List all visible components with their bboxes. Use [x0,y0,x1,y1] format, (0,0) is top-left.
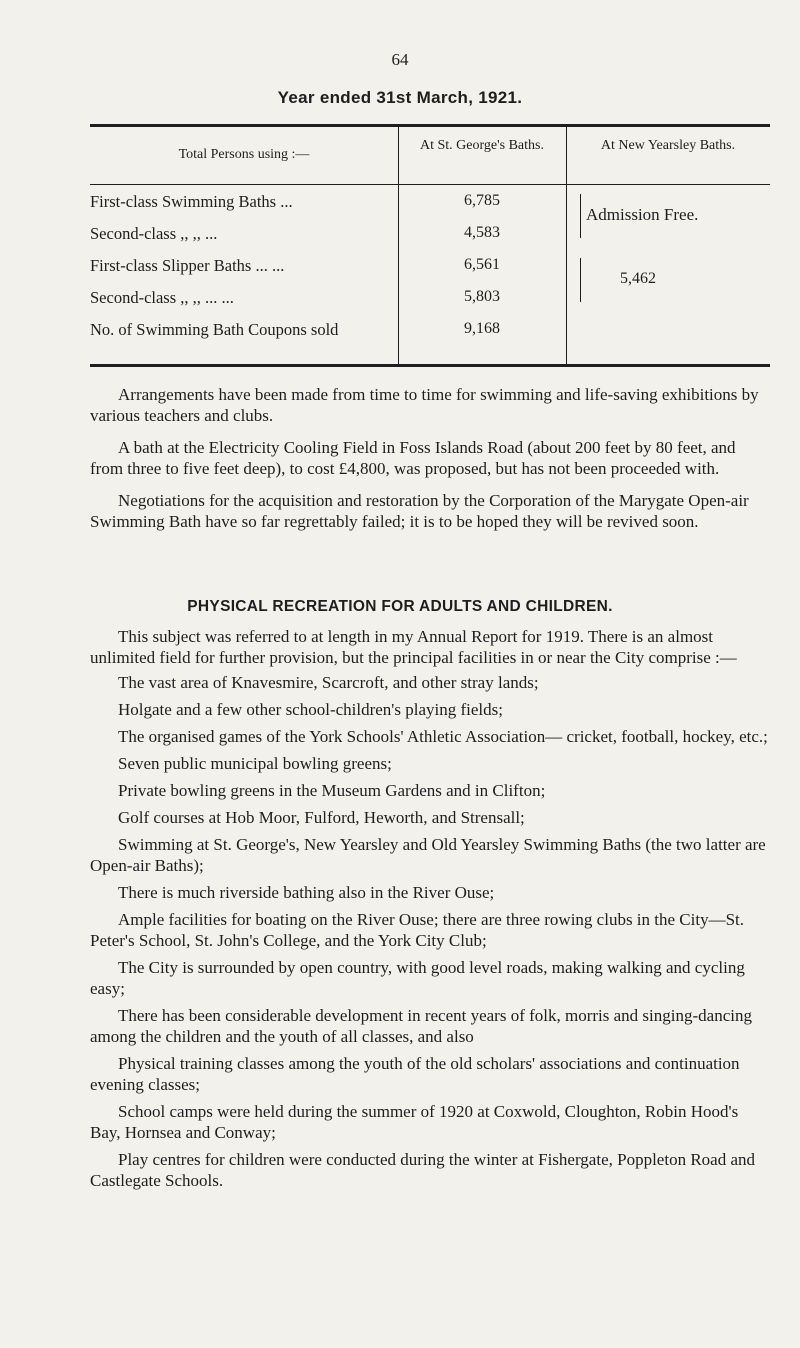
row-value: 6,785 [464,192,500,209]
row-value: 5,803 [464,288,500,305]
facilities-block [90,626,770,1191]
row-label: Second-class ,, ,, ... ... [90,288,234,307]
admission-free-note: Admission Free. [586,205,699,224]
header-new-yearsley: At New Yearsley Baths. [600,138,736,153]
facility-item: The City is surrounded by open country, with good level roads, making walking and cycling easy; [90,958,745,998]
facility-item: Physical training classes among the youth of the old scholars' associations and continuation evening classes; [90,1054,740,1094]
facility-item: Private bowling greens in the Museum Gardens and in Clifton; [118,781,546,800]
row-value: 6,561 [464,256,500,273]
facility-item: The vast area of Knavesmire, Scarcroft, and other stray lands; [118,673,539,692]
paragraph: Arrangements have been made from time to time for swimming and life-saving exhibitions by various teachers and clubs. [90,385,759,425]
brace-mark [580,194,581,238]
facility-item: Ample facilities for boating on the River Ouse; there are three rowing clubs in the City—St. Peter's School, St. John's College, and the York City Club; [90,910,745,950]
brace-mark [580,258,581,302]
table-title: Year ended 31st March, 1921. [277,88,523,107]
text-block [90,384,770,532]
facility-item: Golf courses at Hob Moor, Fulford, Heworth, and Strensall; [118,808,525,827]
new-yearsley-total: 5,462 [620,270,656,287]
header-total-persons: Total Persons using :— [178,147,310,162]
page-number: 64 [391,50,409,69]
facility-item: School camps were held during the summer of 1920 at Coxwold, Cloughton, Robin Hood's Bay, Hornsea and Conway; [90,1102,739,1142]
row-label: Second-class ,, ,, ... [90,224,218,243]
facility-item: Holgate and a few other school-children's playing fields; [118,700,503,719]
row-value: 4,583 [464,224,500,241]
facility-item: There has been considerable development in recent years of folk, morris and singing-dancing among the children and the youth of all classes, and also [90,1006,752,1046]
paragraph: Negotiations for the acquisition and restoration by the Corporation of the Marygate Open-air Swimming Bath have so far regrettably failed; it is to be hoped they will be revived soon. [90,491,749,531]
row-value: 9,168 [464,320,500,337]
paragraph: A bath at the Electricity Cooling Field in Foss Islands Road (about 200 feet by 80 feet, and from three to five feet deep), to cost £4,800, was proposed, but has not been proceeded with. [90,438,736,478]
row-label: No. of Swimming Bath Coupons sold [90,320,339,339]
section-intro: This subject was referred to at length in my Annual Report for 1919. There is an almost unlimited field for further provision, but the principal facilities in or near the City comprise :— [90,627,737,667]
baths-usage-table [90,124,770,368]
table-top-rule [90,124,770,127]
row-label: First-class Slipper Baths ... ... [90,256,285,275]
facility-item: There is much riverside bathing also in the River Ouse; [118,883,495,902]
row-label: First-class Swimming Baths ... [90,192,293,211]
header-st-georges: At St. George's Baths. [420,138,544,153]
facility-item: Play centres for children were conducted during the winter at Fishergate, Poppleton Road and Castlegate Schools. [90,1150,756,1190]
section-heading: PHYSICAL RECREATION FOR ADULTS AND CHILDREN. [187,598,613,615]
table-bottom-rule [90,364,770,367]
facility-item: Swimming at St. George's, New Yearsley and Old Yearsley Swimming Baths (the two latter are Open-air Baths); [90,835,766,875]
facility-item: The organised games of the York Schools' Athletic Association— cricket, football, hockey, etc.; [118,727,768,746]
table-header-rule [90,184,770,185]
facility-item: Seven public municipal bowling greens; [118,754,392,773]
column-divider [566,127,567,364]
